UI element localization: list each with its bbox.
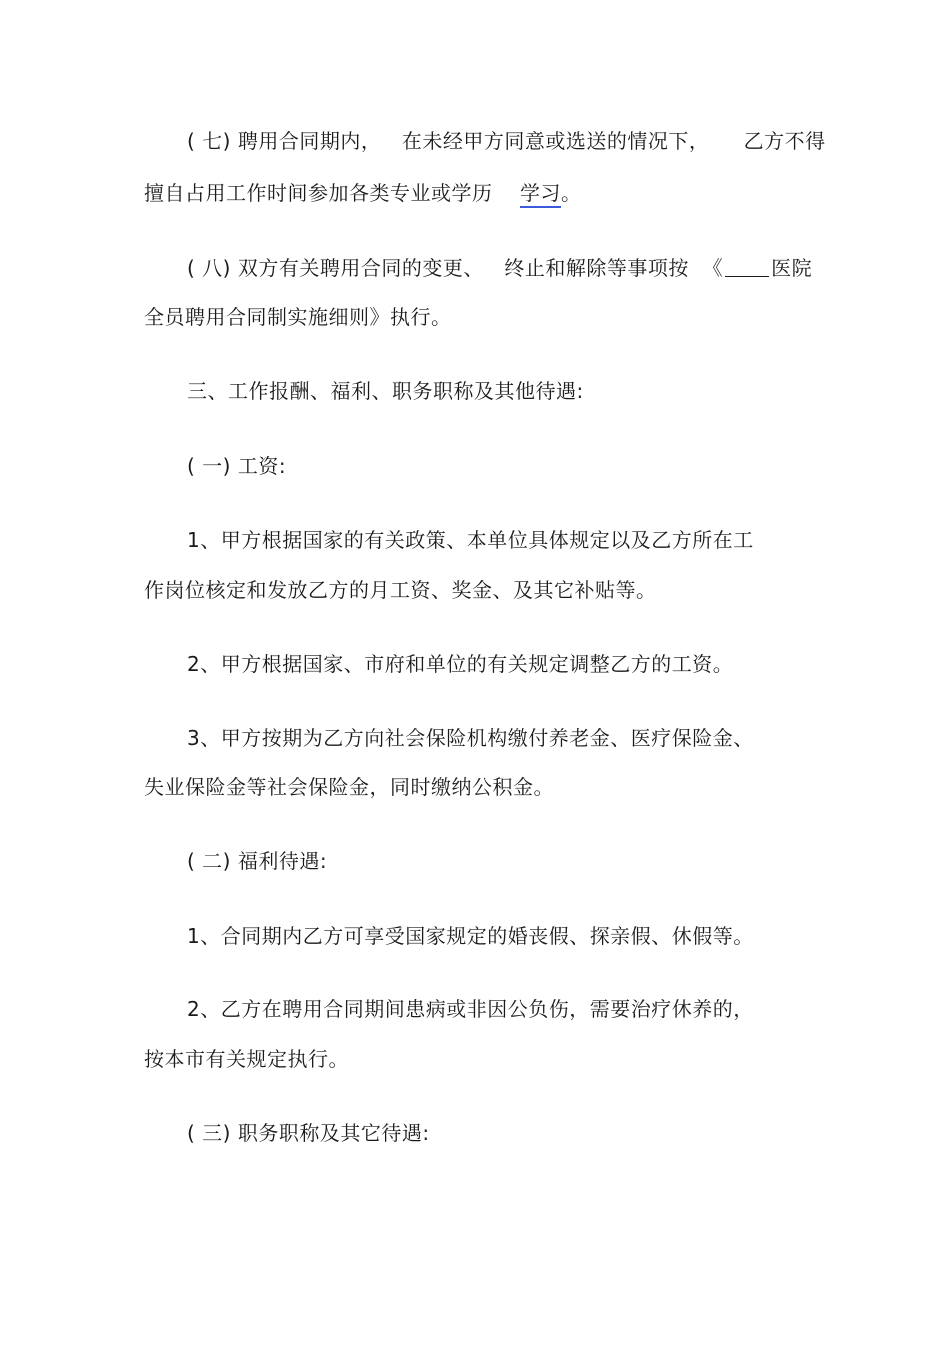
clause-7-line-1: ( 七) 聘用合同期内， 在未经甲方同意或选送的情况下， 乙方不得 bbox=[187, 129, 826, 153]
title-subheading: ( 三) 职务职称及其它待遇: bbox=[187, 1121, 430, 1145]
clause-7-line-2-text: 擅自占用工作时间参加各类专业或学历 bbox=[144, 181, 520, 205]
wage-item-3-line-2: 失业保险金等社会保险金，同时缴纳公积金。 bbox=[144, 775, 554, 799]
clause-8-line-1-end: 医院 bbox=[771, 256, 813, 280]
welfare-subheading: ( 二) 福利待遇: bbox=[187, 849, 328, 873]
clause-8-line-1 bbox=[187, 255, 812, 281]
wage-subheading: ( 一) 工资: bbox=[187, 454, 287, 478]
clause-7-line-2-end: 。 bbox=[560, 181, 582, 205]
welfare-item-2-line-2: 按本市有关规定执行。 bbox=[144, 1047, 349, 1071]
wage-item-1-line-1: 1、甲方根据国家的有关政策、本单位具体规定以及乙方所在工 bbox=[187, 528, 754, 552]
clause-7-line-2 bbox=[144, 180, 581, 206]
clause-8-line-2: 全员聘用合同制实施细则》执行。 bbox=[144, 305, 452, 329]
clause-8-line-1-text: ( 八) 双方有关聘用合同的变更、 终止和解除等事项按 《 bbox=[187, 256, 724, 280]
study-link[interactable]: 学习 bbox=[520, 181, 561, 208]
hospital-name-blank bbox=[725, 258, 769, 277]
wage-item-3-line-1: 3、甲方按期为乙方向社会保险机构缴付养老金、医疗保险金、 bbox=[187, 726, 754, 750]
wage-item-1-line-2: 作岗位核定和发放乙方的月工资、奖金、及其它补贴等。 bbox=[144, 578, 657, 602]
welfare-item-2-line-1: 2、乙方在聘用合同期间患病或非因公负伤，需要治疗休养的， bbox=[187, 997, 754, 1021]
welfare-item-1: 1、合同期内乙方可享受国家规定的婚丧假、探亲假、休假等。 bbox=[187, 924, 754, 948]
section-3-heading: 三、工作报酬、福利、职务职称及其他待遇: bbox=[187, 379, 584, 403]
wage-item-2: 2、甲方根据国家、市府和单位的有关规定调整乙方的工资。 bbox=[187, 652, 734, 676]
